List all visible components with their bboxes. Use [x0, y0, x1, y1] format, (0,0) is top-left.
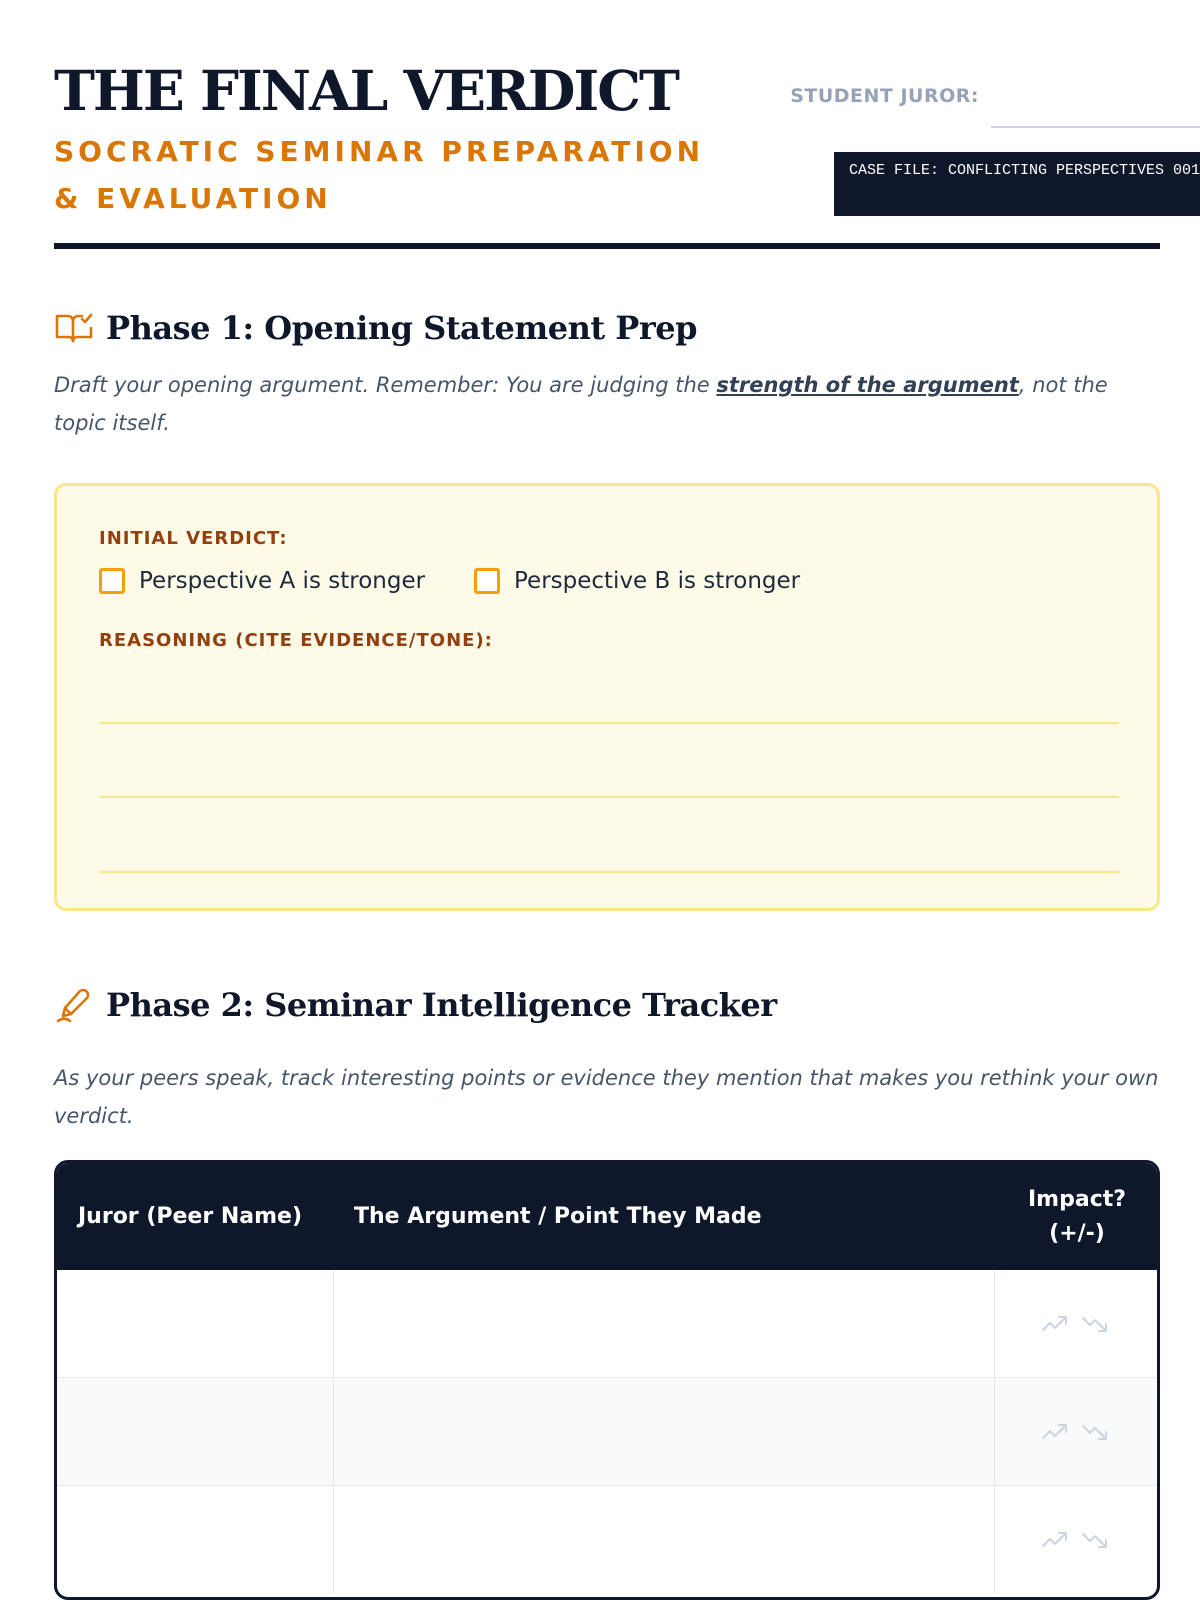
phase2-description: As your peers speak, track interesting points or evidence they mention that makes you rethink your own verdict.: [54, 1066, 1159, 1128]
reasoning-label: REASONING (CITE EVIDENCE/TONE):: [99, 630, 493, 651]
reasoning-line[interactable]: [99, 871, 1119, 873]
trending-up-icon[interactable]: [1041, 1314, 1069, 1334]
cell-divider: [994, 1486, 995, 1594]
impact-cell: [1041, 1270, 1109, 1377]
student-juror-field[interactable]: [991, 126, 1200, 128]
header-divider: [54, 243, 1160, 249]
table-header: [57, 1163, 1157, 1270]
impact-cell: [1041, 1378, 1109, 1485]
tracker-table: [54, 1160, 1160, 1600]
phase1-desc-emphasis: strength of the argument: [716, 373, 1019, 397]
option-b-label: Perspective B is stronger: [514, 568, 801, 594]
page-header: [54, 58, 1200, 248]
trending-down-icon[interactable]: [1081, 1530, 1109, 1550]
trending-up-icon[interactable]: [1041, 1530, 1069, 1550]
cell-divider: [333, 1270, 334, 1377]
cell-divider: [994, 1378, 995, 1485]
table-row: [57, 1270, 1157, 1378]
cell-divider: [333, 1486, 334, 1594]
phase2-heading: [54, 985, 777, 1025]
page-title: THE FINAL VERDICT: [54, 58, 678, 123]
table-row: [57, 1378, 1157, 1486]
student-juror-label: STUDENT JUROR:: [790, 85, 979, 107]
phase2-title: Phase 2: Seminar Intelligence Tracker: [106, 986, 777, 1024]
pen-icon: [54, 985, 94, 1025]
phase1-title: Phase 1: Opening Statement Prep: [106, 309, 697, 347]
trending-up-icon[interactable]: [1041, 1422, 1069, 1442]
column-header-impact: Impact? (+/-): [1027, 1186, 1127, 1246]
trending-down-icon[interactable]: [1081, 1422, 1109, 1442]
option-a-checkbox-row[interactable]: [99, 568, 425, 594]
phase1-heading: [54, 308, 697, 348]
initial-verdict-label: INITIAL VERDICT:: [99, 528, 288, 549]
phase1-description: [54, 366, 1160, 442]
column-header-juror: Juror (Peer Name): [78, 1203, 303, 1229]
phase1-desc-text-end: , not the topic itself.: [54, 373, 1108, 435]
column-header-argument: The Argument / Point They Made: [354, 1203, 762, 1229]
case-file-badge: CASE FILE: CONFLICTING PERSPECTIVES 001: [834, 152, 1200, 216]
option-b-checkbox[interactable]: [474, 568, 500, 594]
cell-divider: [333, 1378, 334, 1485]
reasoning-line[interactable]: [99, 722, 1119, 724]
page-subtitle: SOCRATIC SEMINAR PREPARATION & EVALUATION: [54, 135, 705, 215]
option-a-label: Perspective A is stronger: [139, 568, 426, 594]
option-b-checkbox-row[interactable]: [474, 568, 800, 594]
verdict-box: [54, 483, 1160, 911]
table-row: [57, 1486, 1157, 1594]
impact-cell: [1041, 1486, 1109, 1594]
phase1-desc-text: Draft your opening argument. Remember: You are judging the: [54, 373, 717, 397]
trending-down-icon[interactable]: [1081, 1314, 1109, 1334]
book-check-icon: [54, 308, 94, 348]
option-a-checkbox[interactable]: [99, 568, 125, 594]
cell-divider: [994, 1270, 995, 1377]
reasoning-line[interactable]: [99, 796, 1119, 798]
